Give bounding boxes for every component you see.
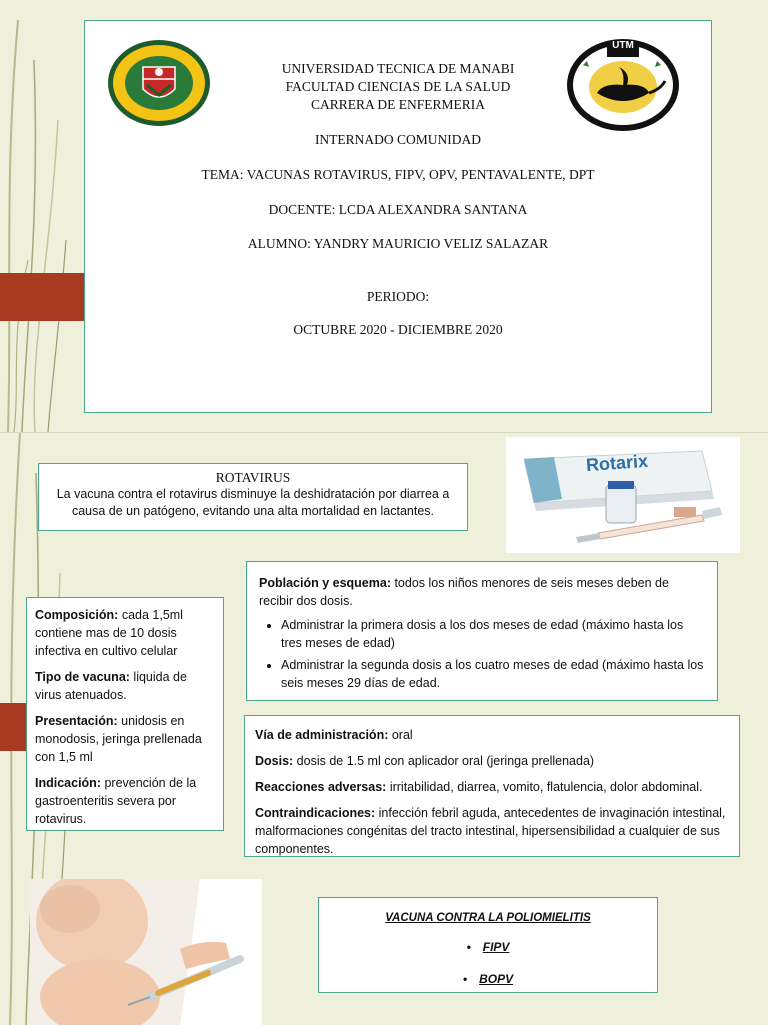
presentacion-text: unidosis en monodosis, jeringa prellenada con 1,5 ml <box>35 714 202 764</box>
poblacion-card <box>246 561 718 701</box>
poblacion-label: Población y esquema: <box>259 576 391 590</box>
composicion-text: cada 1,5ml contiene mas de 10 dosis infectiva en cultivo celular <box>35 608 183 658</box>
reacciones-label: Reacciones adversas: <box>255 780 387 794</box>
dosis-text: dosis de 1.5 ml con aplicador oral (jeringa prellenada) <box>293 754 595 768</box>
baby-vaccine-illustration-icon <box>30 879 262 1025</box>
internado-label: INTERNADO COMUNIDAD <box>314 132 482 147</box>
bullet-dot-icon: • <box>466 940 471 954</box>
cover-slide <box>0 0 768 432</box>
presentacion-label: Presentación: <box>35 714 118 728</box>
rotarix-brand-label: Rotarix <box>585 450 649 476</box>
via-label: Vía de administración: <box>255 728 389 742</box>
schedule-list <box>259 616 705 692</box>
rotarix-product-image <box>506 437 740 553</box>
university-name: UNIVERSIDAD TECNICA DE MANABI <box>281 61 515 76</box>
tipo-text: liquida de virus atenuados. <box>35 670 187 702</box>
list-item <box>329 970 647 988</box>
baby-vaccination-photo <box>30 879 262 1025</box>
fipv-label: FIPV <box>482 940 510 954</box>
polio-title: VACUNA CONTRA LA POLIOMIELITIS <box>385 912 591 924</box>
bullet-dot-icon: • <box>462 972 468 986</box>
alumno-line: ALUMNO: YANDRY MAURICIO VELIZ SALAZAR <box>247 236 549 251</box>
periodo-dates: OCTUBRE 2020 - DICIEMBRE 2020 <box>293 322 503 337</box>
poblacion-text: todos los niños menores de seis meses deben de recibir dos dosis. <box>259 576 669 608</box>
reacciones-text: irritabilidad, diarrea, vomito, flatulencia, dolor abdominal. <box>386 780 703 794</box>
polio-list <box>329 938 647 988</box>
dosis-label: Dosis: <box>255 754 294 768</box>
faculty-name: FACULTAD CIENCIAS DE LA SALUD <box>285 79 511 94</box>
list-item: • Administrar la segunda dosis a los cuatro meses de edad (máximo hasta los seis meses 29 días de edad. <box>281 656 705 692</box>
tema-line: TEMA: VACUNAS ROTAVIRUS, FIPV, OPV, PENTAVALENTE, DPT <box>201 167 595 182</box>
rotavirus-intro-card <box>38 463 468 531</box>
polio-card <box>318 897 658 993</box>
rotavirus-title: ROTAVIRUS <box>215 470 291 485</box>
composicion-card <box>26 597 224 831</box>
composicion-label: Composición: <box>35 608 119 622</box>
list-item <box>329 938 647 956</box>
contraindicaciones-label: Contraindicaciones: <box>255 806 376 820</box>
list-item: • Administrar la primera dosis a los dos meses de edad (máximo hasta los tres meses de edad) <box>281 616 705 652</box>
grass-decoration-icon <box>0 0 70 432</box>
red-accent-tab <box>0 273 84 321</box>
cover-card <box>84 20 712 413</box>
docente-line: DOCENTE: LCDA ALEXANDRA SANTANA <box>268 202 528 217</box>
contraindicaciones-text: infección febril aguda, antecedentes de invaginación intestinal, malformaciones congénitas del tracto intestinal, hipersensibilidad a cualquier de sus componentes. <box>255 806 726 856</box>
periodo-label: PERIODO: <box>366 289 430 304</box>
logo-utm-label: UTM <box>612 40 634 51</box>
rotavirus-slide <box>0 432 768 1025</box>
bopv-label: BOPV <box>479 972 514 986</box>
tipo-label: Tipo de vacuna: <box>35 670 130 684</box>
indicacion-text: prevención de la gastroenteritis severa por rotavirus. <box>35 776 197 826</box>
administracion-card <box>244 715 740 857</box>
indicacion-label: Indicación: <box>35 776 101 790</box>
career-name: CARRERA DE ENFERMERIA <box>310 97 486 112</box>
rotavirus-intro-text: La vacuna contra el rotavirus disminuye la deshidratación por diarrea a causa de un patógeno, evitando una alta mortalidad en lactantes. <box>56 487 450 518</box>
via-text: oral <box>388 728 413 742</box>
